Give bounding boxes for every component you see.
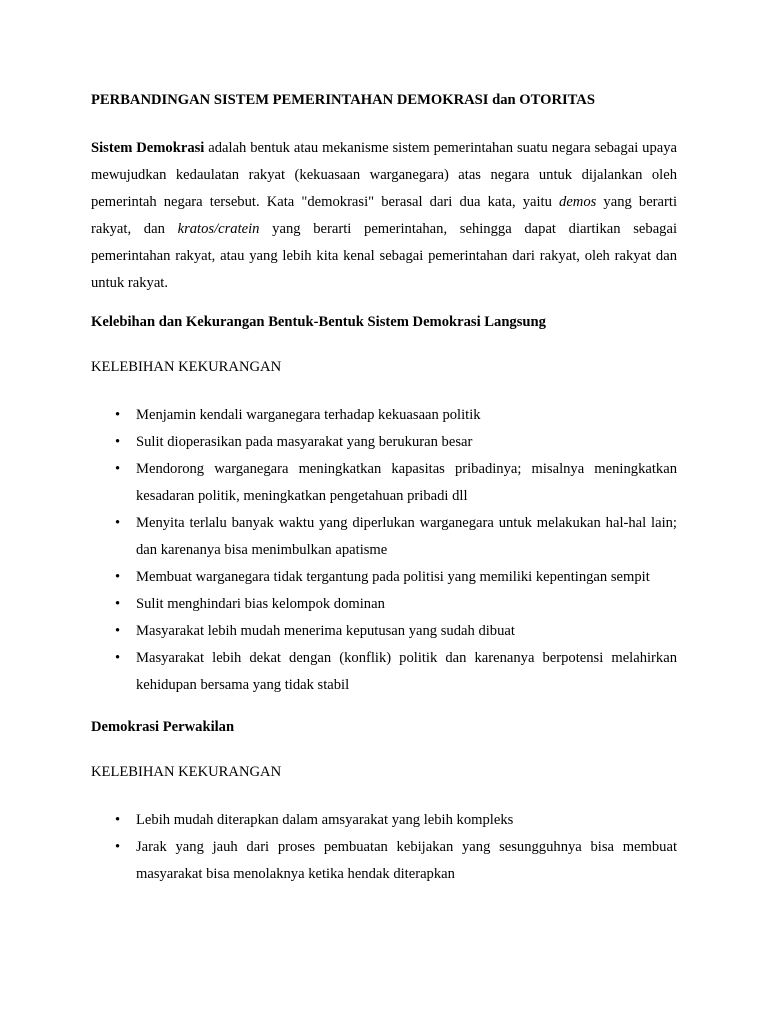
list-item xyxy=(91,834,677,888)
bullet-icon: • xyxy=(115,569,121,585)
list-item-text: Sulit menghindari bias kelompok dominan xyxy=(136,596,385,612)
list-item-text: Menjamin kendali warganegara terhadap kekuasaan politik xyxy=(136,407,481,423)
list-item-text: Lebih mudah diterapkan dalam amsyarakat yang lebih kompleks xyxy=(136,812,514,828)
list-item xyxy=(91,807,677,834)
bullet-icon: • xyxy=(115,461,121,477)
list-item xyxy=(91,510,677,564)
list-item xyxy=(91,645,677,699)
list-item-text: Sulit dioperasikan pada masyarakat yang berukuran besar xyxy=(136,434,473,450)
section-heading-direct-democracy: Kelebihan dan Kekurangan Bentuk-Bentuk Sistem Demokrasi Langsung xyxy=(91,314,546,330)
list-item-text: Menyita terlalu banyak waktu yang diperlukan warganegara untuk melakukan hal-hal lain; dan karenanya bisa menimbulkan apatisme xyxy=(136,515,677,558)
list-item xyxy=(91,618,677,645)
bullet-list-representative-democracy xyxy=(91,807,677,888)
bullet-icon: • xyxy=(115,596,121,612)
list-item-text: Membuat warganegara tidak tergantung pada politisi yang memiliki kepentingan sempit xyxy=(136,569,650,585)
list-item-text: Jarak yang jauh dari proses pembuatan kebijakan yang sesungguhnya bisa membuat masyarakat bisa menolaknya ketika hendak diterapkan xyxy=(136,839,677,882)
list-item xyxy=(91,429,677,456)
bullet-icon: • xyxy=(115,623,121,639)
list-item-text: Masyarakat lebih dekat dengan (konflik) politik dan karenanya berpotensi melahirkan kehidupan bersama yang tidak stabil xyxy=(136,650,677,693)
bullet-icon: • xyxy=(115,812,121,828)
intro-italic-demos: demos xyxy=(559,194,597,210)
list-item-text: Mendorong warganegara meningkatkan kapasitas pribadinya; misalnya meningkatkan kesadaran politik, meningkatkan pengetahuan pribadi dll xyxy=(136,461,677,504)
list-item-text: Masyarakat lebih mudah menerima keputusan yang sudah dibuat xyxy=(136,623,515,639)
section-heading-representative-democracy: Demokrasi Perwakilan xyxy=(91,719,235,735)
bullet-icon: • xyxy=(115,407,121,423)
intro-text-3: yang berarti pemerintahan, sehingga dapat diartikan sebagai pemerintahan rakyat, atau yang lebih kita kenal sebagai pemerintahan dari rakyat, oleh rakyat dan untuk rakyat. xyxy=(91,221,677,291)
bullet-icon: • xyxy=(115,650,121,666)
list-item xyxy=(91,456,677,510)
section-label-direct-democracy: KELEBIHAN KEKURANGAN xyxy=(91,359,282,375)
list-item xyxy=(91,564,677,591)
bullet-icon: • xyxy=(115,515,121,531)
list-item xyxy=(91,591,677,618)
intro-text-2: yang berarti rakyat, dan xyxy=(91,194,677,237)
section-label-representative-democracy: KELEBIHAN KEKURANGAN xyxy=(91,764,282,780)
bullet-list-direct-democracy xyxy=(91,402,677,699)
document-title: PERBANDINGAN SISTEM PEMERINTAHAN DEMOKRASI dan OTORITAS xyxy=(91,92,595,108)
bullet-icon: • xyxy=(115,839,121,855)
intro-italic-kratos: kratos/cratein xyxy=(177,221,260,237)
bullet-icon: • xyxy=(115,434,121,450)
intro-paragraph xyxy=(91,135,677,297)
document-content xyxy=(91,90,677,906)
list-item xyxy=(91,402,677,429)
intro-bold-term: Sistem Demokrasi xyxy=(91,140,205,156)
intro-text-1: adalah bentuk atau mekanisme sistem pemerintahan suatu negara sebagai upaya mewujudkan kedaulatan rakyat (kekuasaan warganegara) atas negara untuk dijalankan oleh pemerintah negara tersebut. Kata "demokrasi" berasal dari dua kata, yaitu xyxy=(91,140,677,210)
